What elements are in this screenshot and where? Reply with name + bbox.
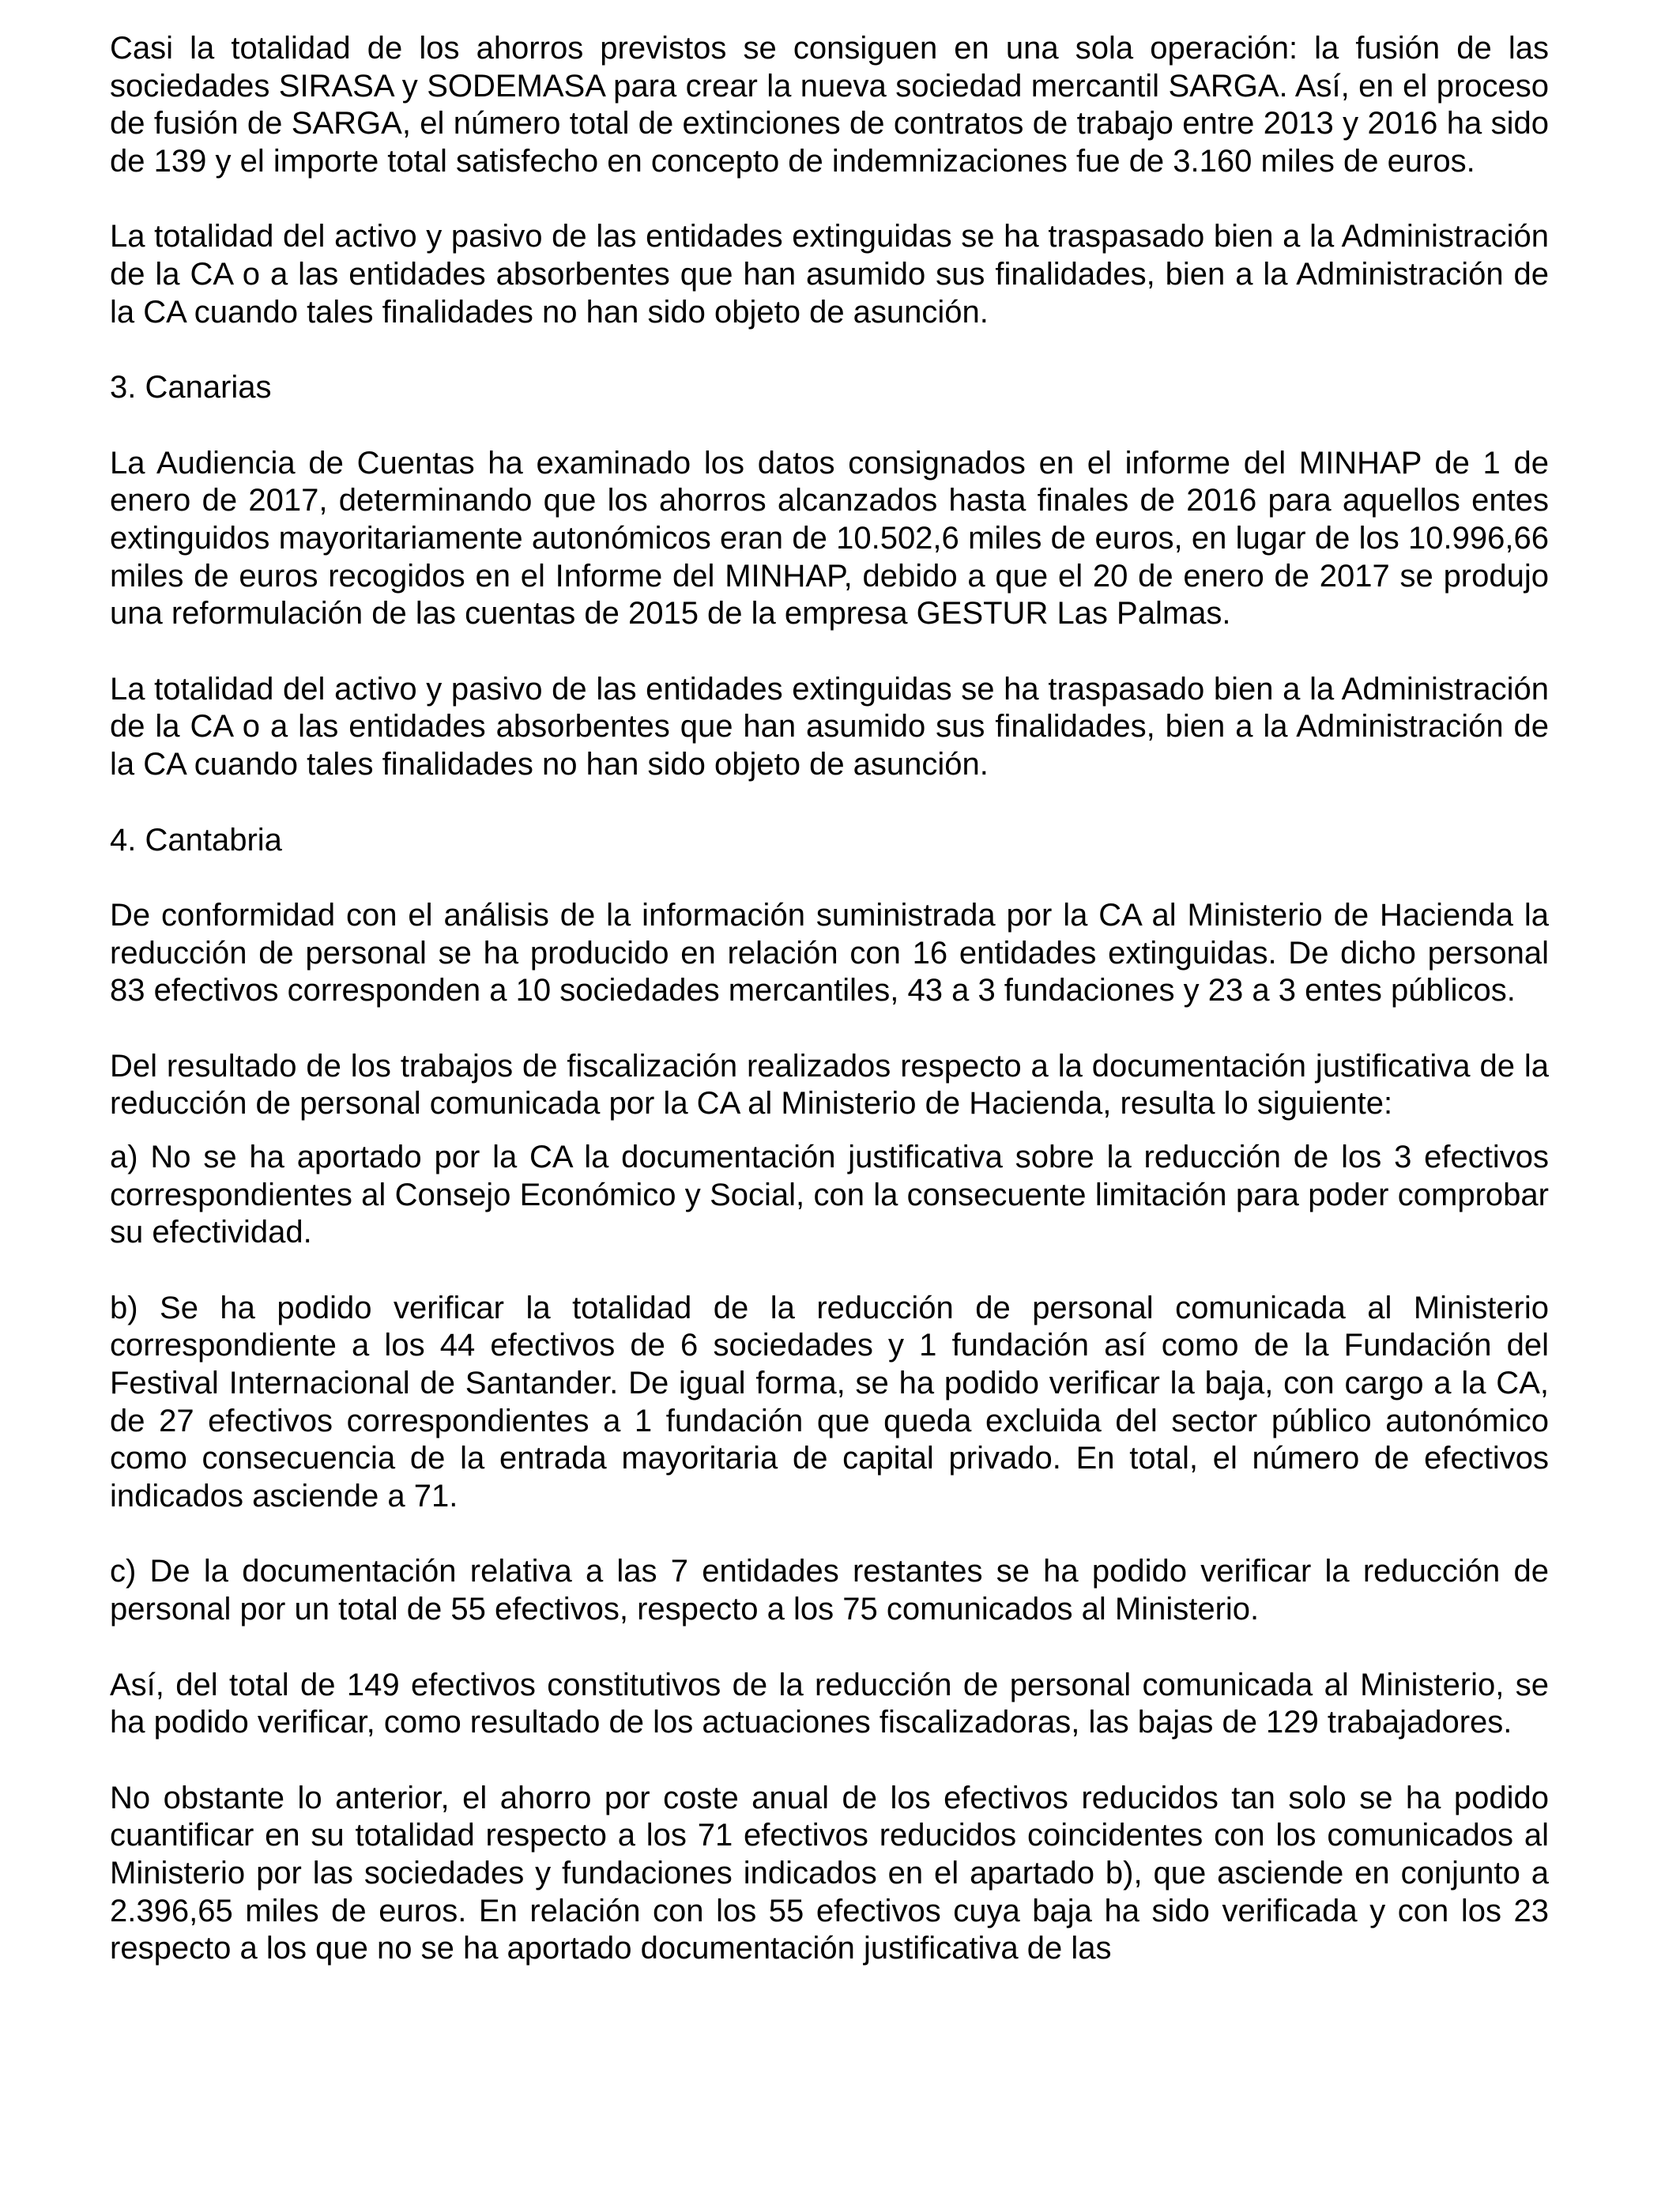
section-heading-cantabria: 4. Cantabria <box>110 822 282 858</box>
list-item-c: c) De la documentación relativa a las 7 entidades restantes se ha podido verificar la reducción de personal por un total de 55 efectivos, respecto a los 75 comunicados al Ministerio. <box>110 1554 1549 1627</box>
paragraph-activo-pasivo-canarias: La totalidad del activo y pasivo de las entidades extinguidas se ha traspasado bien a la Administración de la CA o a las entidades absorbentes que han asumido sus finalidades, bien a la Administración de la CA cuando tales finalidades no han sido objeto de asunción. <box>110 671 1549 782</box>
paragraph-reduccion-personal: De conformidad con el análisis de la información suministrada por la CA al Ministerio de Hacienda la reducción de personal se ha producido en relación con 16 entidades extinguidas. De dicho personal 83 efectivos corresponden a 10 sociedades mercantiles, 43 a 3 fundaciones y 23 a 3 entes públicos. <box>110 898 1549 1008</box>
list-item-b: b) Se ha podido verificar la totalidad de la reducción de personal comunicada al Ministerio correspondiente a los 44 efectivos de 6 sociedades y 1 fundación así como de la Fundación del Festival Internacional de Santander. De igual forma, se ha podido verificar la baja, con cargo a la CA, de 27 efectivos correspondientes a 1 fundación que queda excluida del sector público autonómico como consecuencia de la entrada mayoritaria de capital privado. En total, el número de efectivos indicados asciende a 71. <box>110 1290 1549 1514</box>
section-heading-canarias: 3. Canarias <box>110 370 272 405</box>
list-item-a: a) No se ha aportado por la CA la documentación justificativa sobre la reducción de los 3 efectivos correspondientes al Consejo Económico y Social, con la consecuente limitación para poder comprobar su efectividad. <box>110 1140 1549 1250</box>
paragraph-audiencia-cuentas: La Audiencia de Cuentas ha examinado los datos consignados en el informe del MINHAP de 1 de enero de 2017, determinando que los ahorros alcanzados hasta finales de 2016 para aquellos entes extinguidos mayoritariamente autonómicos eran de 10.502,6 miles de euros, en lugar de los 10.996,66 miles de euros recogidos en el Informe del MINHAP, debido a que el 20 de enero de 2017 se produjo una reformulación de las cuentas de 2015 de la empresa GESTUR Las Palmas. <box>110 445 1549 631</box>
document-page <box>110 30 1549 1968</box>
paragraph-ahorro-coste: No obstante lo anterior, el ahorro por coste anual de los efectivos reducidos tan solo se ha podido cuantificar en su totalidad respecto a los 71 efectivos reducidos coincidentes con los comunicados al Ministerio por las sociedades y fundaciones indicados en el apartado b), que asciende en conjunto a 2.396,65 miles de euros. En relación con los 55 efectivos cuya baja ha sido verificada y con los 23 respecto a los que no se ha aportado documentación justificativa de las <box>110 1780 1549 1966</box>
paragraph-sarga-fusion: Casi la totalidad de los ahorros previstos se consiguen en una sola operación: la fusión de las sociedades SIRASA y SODEMASA para crear la nueva sociedad mercantil SARGA. Así, en el proceso de fusión de SARGA, el número total de extinciones de contratos de trabajo entre 2013 y 2016 ha sido de 139 y el importe total satisfecho en concepto de indemnizaciones fue de 3.160 miles de euros. <box>110 31 1549 179</box>
paragraph-resultado-fiscalizacion: Del resultado de los trabajos de fiscalización realizados respecto a la documentación justificativa de la reducción de personal comunicada por la CA al Ministerio de Hacienda, resulta lo siguiente: <box>110 1048 1549 1122</box>
paragraph-activo-pasivo-aragon: La totalidad del activo y pasivo de las entidades extinguidas se ha traspasado bien a la Administración de la CA o a las entidades absorbentes que han asumido sus finalidades, bien a la Administración de la CA cuando tales finalidades no han sido objeto de asunción. <box>110 219 1549 330</box>
paragraph-total-efectivos: Así, del total de 149 efectivos constitutivos de la reducción de personal comunicada al Ministerio, se ha podido verificar, como resultado de los actuaciones fiscalizadoras, las bajas de 129 trabajadores. <box>110 1667 1549 1740</box>
